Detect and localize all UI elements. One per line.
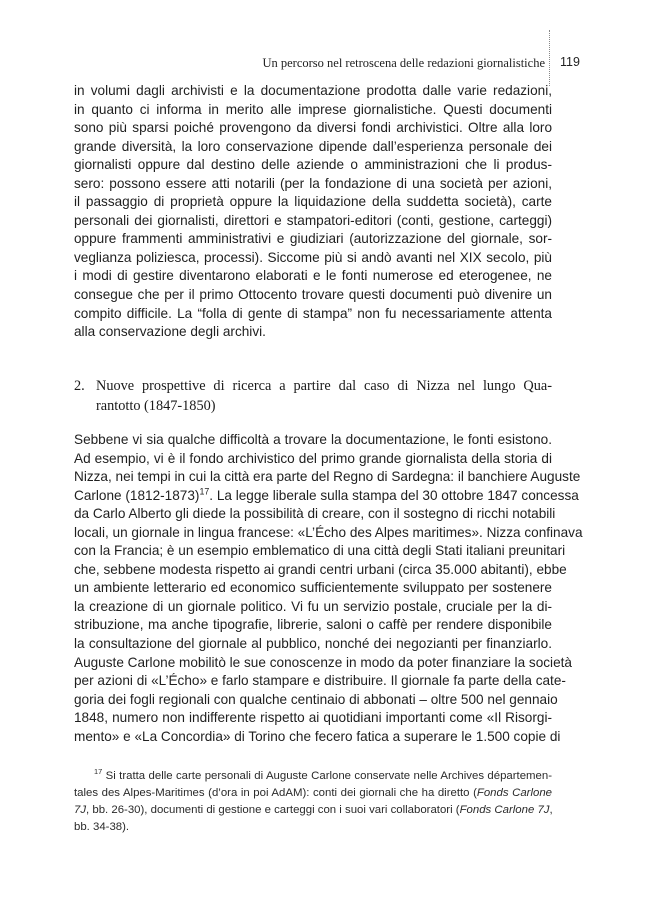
section-title-line: Nuove prospettive di ricerca a partire dal caso di Nizza nel lungo Qua- bbox=[96, 378, 552, 394]
text-line: locali, un giornale in lingua francese: «L’Écho des Alpes maritimes». Nizza confinava bbox=[74, 524, 583, 540]
text-line-with-footnote bbox=[74, 486, 579, 506]
footnote-text: , bbox=[549, 804, 553, 816]
text-line: sono più sparsi poiché provengono da diversi fondi archivistici. Oltre alla loro bbox=[74, 120, 552, 136]
text-line: in volumi dagli archivisti e la documentazione prodotta dalle varie redazioni, bbox=[74, 83, 552, 98]
text-line: grande diversità, la loro conservazione dipende dall’esperienza personale dei bbox=[74, 138, 552, 154]
text-segment: Carlone (1812-1873) bbox=[74, 487, 200, 503]
text-line: veglianza poliziesca, processi). Siccome più si andò avanti nel XIX secolo, più bbox=[74, 249, 552, 265]
section-heading bbox=[74, 376, 552, 416]
text-line: stribuzione, ma anche tipografie, librerie, saloni o caffè per rendere disponibile bbox=[74, 617, 552, 633]
footnote-line: bb. 34-38). bbox=[74, 821, 130, 833]
text-line: un ambiente letterario ed economico sufficientemente sviluppato per sostenere bbox=[74, 580, 552, 596]
text-line: la creazione di un giornale politico. Vi fu un servizio postale, cruciale per la di- bbox=[74, 598, 552, 614]
section-title bbox=[96, 376, 552, 416]
body-paragraph-1 bbox=[74, 82, 552, 342]
footnote-line bbox=[74, 785, 552, 802]
text-line: mento» e «La Concordia» di Torino che fecero fatica a superare le 1.500 copie di bbox=[74, 728, 561, 744]
text-line: per azioni di «L’Écho» e farlo stampare e distribuire. Il giornale fa parte della cate- bbox=[74, 673, 566, 689]
section-number: 2. bbox=[74, 378, 85, 394]
text-line: in quanto ci informa in merito alle imprese giornalistiche. Questi documenti bbox=[74, 101, 552, 117]
footnote-line bbox=[74, 802, 552, 819]
text-line: che, sebbene modesta rispetto ai grandi centri urbani (circa 35.000 abitanti), ebbe bbox=[74, 561, 567, 577]
header-divider bbox=[549, 30, 550, 86]
text-line: personali dei giornalisti, direttori e stampatori-editori (conti, gestione, carteggi) bbox=[74, 212, 552, 228]
footnote-italic: Fonds Carlone 7J bbox=[459, 804, 550, 816]
footnote-text: tales des Alpes-Maritimes (d’ora in poi AdAM): conti dei giornali che ha diretto ( bbox=[74, 787, 477, 799]
footnote-text: Si tratta delle carte personali di Auguste Carlone conservate nelle Archives départemen- bbox=[105, 770, 552, 782]
text-line: il passaggio di proprietà oppure la liquidazione della suddetta società), carte bbox=[74, 194, 552, 210]
text-line: da Carlo Alberto gli diede la possibilità di creare, con il sostegno di ricchi notabili bbox=[74, 506, 556, 522]
footnote-marker: 17 bbox=[94, 767, 103, 777]
text-segment: . La legge liberale sulla stampa del 30 ottobre 1847 concessa bbox=[209, 487, 579, 503]
running-header bbox=[0, 54, 650, 78]
footnote-line bbox=[74, 768, 552, 785]
text-line: la consultazione del giornale al pubblico, nonché dei negozianti per finanziarlo. bbox=[74, 636, 552, 652]
text-line: con la Francia; è un esempio emblematico di una città degli Stati italiani preunitari bbox=[74, 543, 566, 559]
body-paragraph-2 bbox=[74, 431, 583, 746]
footnote-italic: Fonds Carlone bbox=[476, 787, 552, 799]
text-line: Sebbene vi sia qualche difficoltà a trovare la documentazione, le fonti esistono. bbox=[74, 432, 552, 447]
text-line: sero: possono essere atti notarili (per la fondazione di una società per azioni, bbox=[74, 175, 552, 191]
text-line: Nizza, nei tempi in cui la città era parte del Regno di Sardegna: il banchiere Auguste bbox=[74, 469, 581, 485]
text-line: alla conservazione degli archivi. bbox=[74, 324, 266, 340]
running-title: Un percorso nel retroscena delle redazioni giornalistiche bbox=[262, 56, 545, 70]
footnote-text: , bb. 26-30), documenti di gestione e carteggi con i suoi vari collaboratori ( bbox=[86, 804, 460, 816]
text-line: i modi di gestire diventarono elaborati e le fonti numerose ed eterogenee, ne bbox=[74, 268, 552, 284]
text-line: oppure frammenti amministrativi e giudiziari (autorizzazione del giornale, sor- bbox=[74, 231, 552, 247]
footnote bbox=[74, 768, 552, 836]
page-number: 119 bbox=[560, 55, 580, 69]
text-line: compito difficile. La “folla di gente di stampa” non fu necessariamente attenta bbox=[74, 305, 552, 321]
section-title-line: rantotto (1847-1850) bbox=[96, 398, 216, 414]
text-line: 1848, numero non indifferente rispetto ai quotidiani importanti come «Il Risorgi- bbox=[74, 710, 552, 726]
footnote-ref: 17 bbox=[199, 486, 210, 497]
text-line: Auguste Carlone mobilitò le sue conoscenze in modo da poter finanziare la società bbox=[74, 654, 572, 670]
text-line: Ad esempio, vi è il fondo archivistico del primo grande giornalista della storia di bbox=[74, 450, 552, 466]
footnote-italic: 7J bbox=[74, 804, 87, 816]
text-line: goria dei fogli regionali con qualche centinaio di abbonati – oltre 500 nel gennaio bbox=[74, 691, 558, 707]
text-line: giornalisti oppure dal destino delle aziende o amministrazioni che li produs- bbox=[74, 157, 552, 173]
text-line: consegue che per il primo Ottocento trovare questi documenti può divenire un bbox=[74, 287, 552, 303]
